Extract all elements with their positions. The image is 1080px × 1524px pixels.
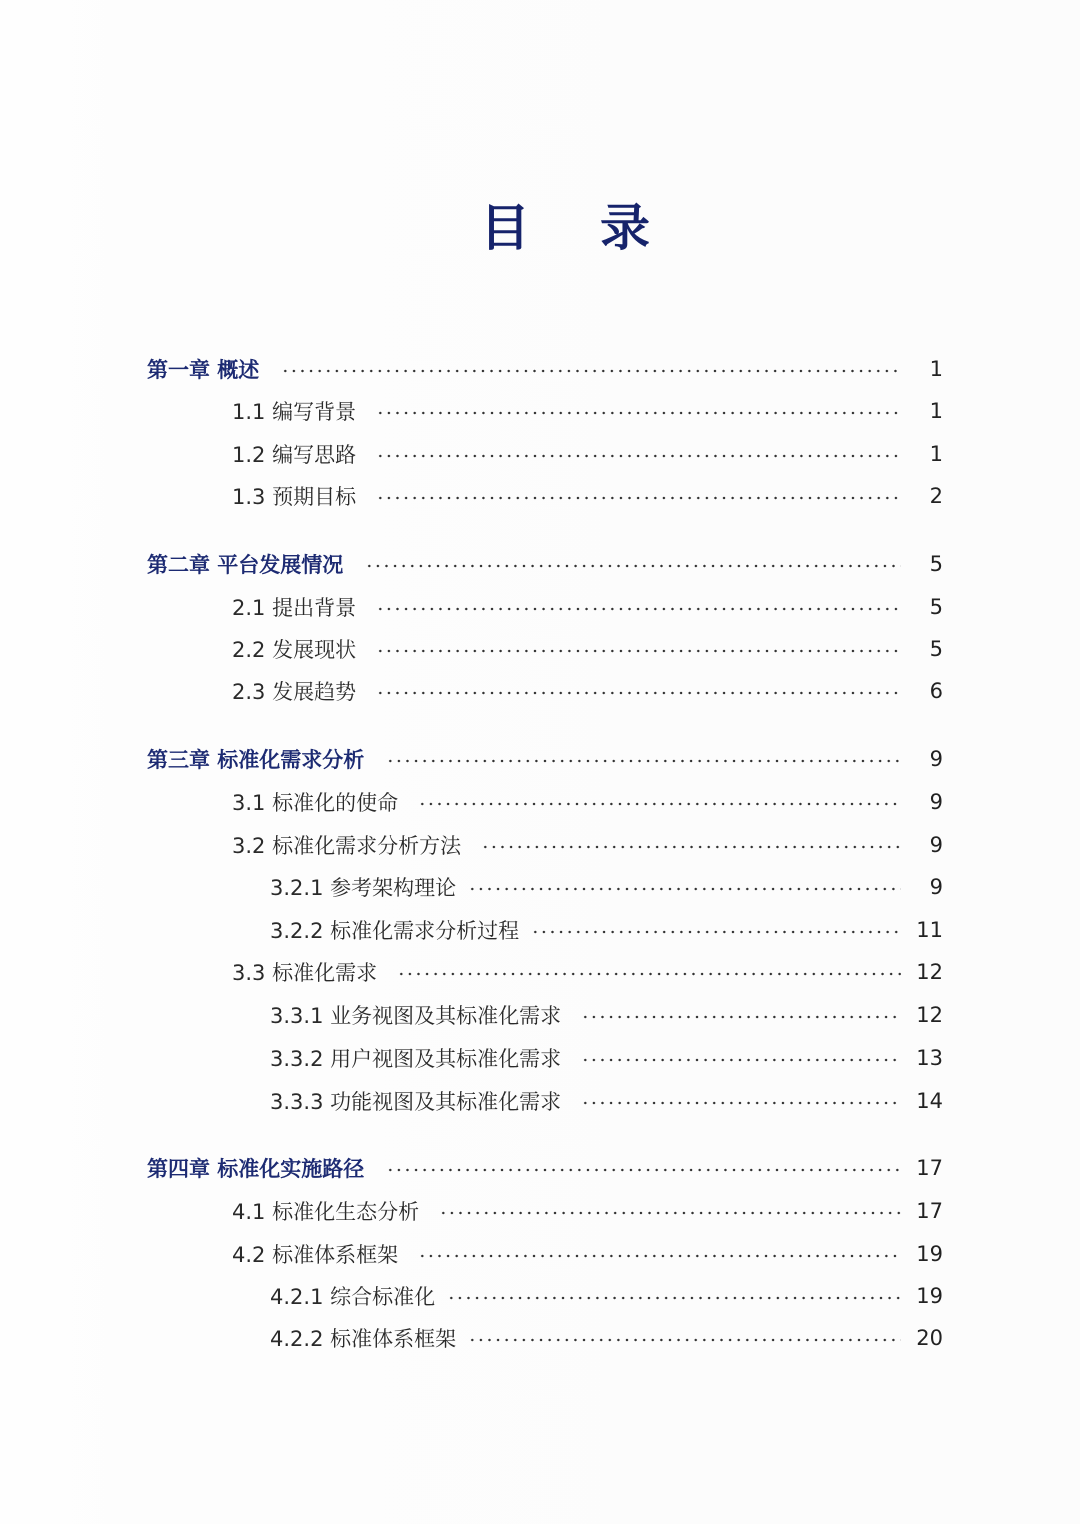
toc-page-number: 17 (916, 1156, 943, 1180)
toc-chapter-1[interactable] (147, 354, 943, 384)
toc-page-number: 13 (916, 1046, 943, 1070)
toc-page-number: 12 (916, 1003, 943, 1027)
toc-section-3-3-1[interactable] (270, 1000, 943, 1030)
toc-entry-label: 3.2 标准化需求分析方法 (232, 834, 462, 858)
toc-entry-label: 3.3.1 业务视图及其标准化需求 (270, 1004, 562, 1028)
toc-page-number: 6 (929, 679, 943, 703)
dot-leader (281, 369, 901, 373)
toc-page-number: 1 (929, 399, 943, 423)
dot-leader (376, 607, 901, 611)
toc-page-number: 9 (929, 790, 943, 814)
toc-section-1-1[interactable] (232, 396, 943, 426)
toc-chapter-3[interactable] (147, 744, 943, 774)
toc-page-number: 19 (916, 1242, 943, 1266)
dot-leader (439, 1211, 901, 1215)
toc-entry-label: 3.1 标准化的使命 (232, 791, 399, 815)
toc-page-number: 5 (929, 637, 943, 661)
dot-leader (447, 1296, 901, 1300)
toc-entry-label: 1.3 预期目标 (232, 485, 357, 509)
dot-leader (468, 887, 901, 891)
toc-page-number: 1 (929, 357, 943, 381)
toc-page-number: 12 (916, 960, 943, 984)
dot-leader (376, 454, 901, 458)
dot-leader (581, 1058, 901, 1062)
dot-leader (418, 1254, 901, 1258)
toc-entry-label: 第一章 概述 (147, 358, 260, 382)
toc-entry-label: 3.2.2 标准化需求分析过程 (270, 919, 520, 943)
toc-section-4-2-2[interactable] (270, 1323, 943, 1353)
toc-entry-label: 2.3 发展趋势 (232, 680, 357, 704)
dot-leader (376, 649, 901, 653)
toc-entry-label: 第二章 平台发展情况 (147, 553, 344, 577)
toc-page-number: 1 (929, 442, 943, 466)
toc-page-number: 14 (916, 1089, 943, 1113)
toc-entry-label: 2.1 提出背景 (232, 596, 357, 620)
dot-leader (468, 1338, 901, 1342)
toc-entry-label: 3.3.3 功能视图及其标准化需求 (270, 1090, 562, 1114)
toc-entry-label: 4.1 标准化生态分析 (232, 1200, 420, 1224)
toc-entry-label: 3.3.2 用户视图及其标准化需求 (270, 1047, 562, 1071)
toc-section-2-1[interactable] (232, 592, 943, 622)
toc-section-3-2[interactable] (232, 830, 943, 860)
toc-entry-label: 2.2 发展现状 (232, 638, 357, 662)
toc-entry-label: 第四章 标准化实施路径 (147, 1157, 365, 1181)
toc-entry-label: 4.2.2 标准体系框架 (270, 1327, 457, 1351)
dot-leader (581, 1101, 901, 1105)
toc-page-number: 5 (929, 552, 943, 576)
toc-page-number: 19 (916, 1284, 943, 1308)
toc-section-1-2[interactable] (232, 439, 943, 469)
toc-section-3-3-2[interactable] (270, 1043, 943, 1073)
toc-section-3-3[interactable] (232, 957, 943, 987)
toc-entry-label: 1.1 编写背景 (232, 400, 357, 424)
dot-leader (481, 845, 901, 849)
toc-section-4-2-1[interactable] (270, 1281, 943, 1311)
toc-section-3-2-2[interactable] (270, 915, 943, 945)
toc-page-number: 20 (916, 1326, 943, 1350)
dot-leader (418, 802, 901, 806)
toc-section-2-2[interactable] (232, 634, 943, 664)
title-char-1: 目 (480, 198, 530, 257)
title-char-2: 录 (600, 198, 650, 257)
toc-section-3-1[interactable] (232, 787, 943, 817)
dot-leader (376, 496, 901, 500)
toc-page-number: 11 (916, 918, 943, 942)
toc-page-number: 9 (929, 875, 943, 899)
toc-section-3-3-3[interactable] (270, 1086, 943, 1116)
toc-entry-label: 1.2 编写思路 (232, 443, 357, 467)
toc-entry-label: 3.3 标准化需求 (232, 961, 378, 985)
toc-entry-label: 4.2 标准体系框架 (232, 1243, 399, 1267)
dot-leader (386, 1168, 901, 1172)
dot-leader (531, 930, 901, 934)
dot-leader (376, 691, 901, 695)
toc-section-1-3[interactable] (232, 481, 943, 511)
dot-leader (386, 759, 901, 763)
toc-page-number: 2 (929, 484, 943, 508)
dot-leader (397, 972, 901, 976)
toc-page-number: 17 (916, 1199, 943, 1223)
toc-page-number: 5 (929, 595, 943, 619)
toc-entry-label: 3.2.1 参考架构理论 (270, 876, 457, 900)
toc-section-4-2[interactable] (232, 1239, 943, 1269)
dot-leader (581, 1015, 901, 1019)
toc-entry-label: 4.2.1 综合标准化 (270, 1285, 436, 1309)
toc-section-4-1[interactable] (232, 1196, 943, 1226)
toc-section-2-3[interactable] (232, 676, 943, 706)
toc-chapter-2[interactable] (147, 549, 943, 579)
toc-chapter-4[interactable] (147, 1153, 943, 1183)
toc-page-number: 9 (929, 833, 943, 857)
dot-leader (376, 411, 901, 415)
dot-leader (365, 564, 901, 568)
toc-section-3-2-1[interactable] (270, 872, 943, 902)
toc-entry-label: 第三章 标准化需求分析 (147, 748, 365, 772)
toc-page-number: 9 (929, 747, 943, 771)
